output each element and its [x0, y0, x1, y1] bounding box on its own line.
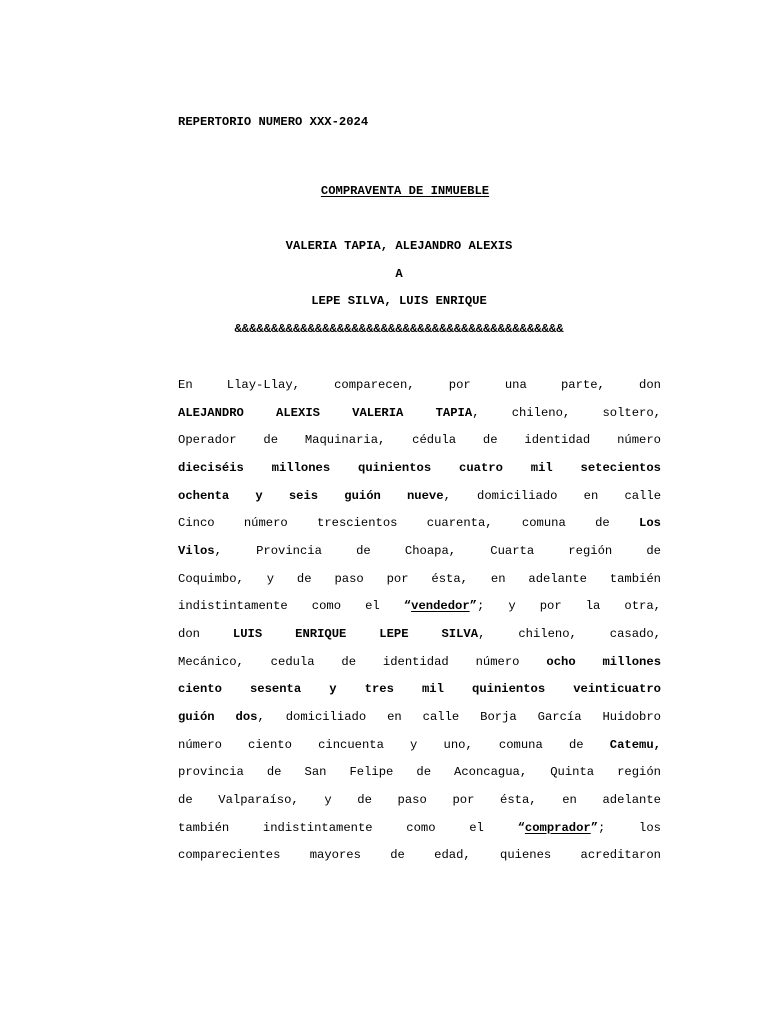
- party-connector: A: [395, 267, 403, 281]
- seller-commune: Los: [639, 516, 661, 530]
- party-1-name: VALERIA TAPIA, ALEJANDRO ALEXIS: [285, 239, 513, 253]
- buyer-commune: Catemu: [609, 738, 654, 752]
- party-2-name: LEPE SILVA, LUIS ENRIQUE: [311, 294, 487, 308]
- body-line: En Llay-Llay, comparecen, por una parte, don: [178, 378, 661, 392]
- body-line: comparecientes mayores de edad, quienes acreditaron: [178, 848, 661, 862]
- body-line: don LUIS ENRIQUE LEPE SILVA, chileno, casado,: [178, 627, 661, 641]
- buyer-id-number-cont: ciento sesenta y tres mil quinientos veinticuatro: [178, 682, 661, 696]
- body-line: [178, 681, 661, 697]
- body-line: de Valparaíso, y de paso por ésta, en adelante: [178, 793, 661, 807]
- document-title-text: COMPRAVENTA DE INMUEBLE: [320, 184, 490, 198]
- body-line: ochenta y seis guión nueve, domiciliado en calle: [178, 489, 662, 503]
- body-line: Cinco número trescientos cuarenta, comuna de Los: [178, 516, 661, 530]
- body-line: provincia de San Felipe de Aconcagua, Quinta región: [178, 765, 661, 779]
- body-line: ALEJANDRO ALEXIS VALERIA TAPIA, chileno, soltero,: [178, 406, 661, 420]
- body-line: Coquimbo, y de paso por ésta, en adelante también: [178, 572, 661, 586]
- buyer-id-number-end: guión dos: [178, 710, 258, 724]
- seller-id-number-end: ochenta y seis guión nueve: [178, 489, 444, 503]
- body-line: también indistintamente como el “comprador”; los: [178, 821, 661, 835]
- term-comprador: comprador: [524, 821, 591, 835]
- body-line: número ciento cincuenta y uno, comuna de Catemu,: [178, 738, 661, 752]
- document-title: [0, 183, 768, 199]
- body-line: guión dos, domiciliado en calle Borja García Huidobro: [178, 710, 661, 724]
- buyer-name: LUIS ENRIQUE LEPE SILVA: [232, 627, 479, 641]
- body-line: Vilos, Provincia de Choapa, Cuarta región de: [178, 544, 661, 558]
- body-line: [178, 460, 661, 476]
- separator-line: &&&&&&&&&&&&&&&&&&&&&&&&&&&&&&&&&&&&&&&&&&&&&: [234, 322, 564, 336]
- term-vendedor: vendedor: [411, 599, 470, 613]
- repertorio-number: REPERTORIO NUMERO XXX-2024: [178, 115, 369, 129]
- seller-id-number: dieciséis millones quinientos cuatro mil setecientos: [178, 461, 661, 475]
- seller-name: ALEJANDRO ALEXIS VALERIA TAPIA: [178, 406, 473, 420]
- body-line: indistintamente como el “vendedor”; y por la otra,: [178, 599, 661, 613]
- buyer-id-number: ocho millones: [546, 655, 662, 669]
- seller-commune-end: Vilos: [178, 544, 215, 558]
- body-line: Operador de Maquinaria, cédula de identidad número: [178, 433, 661, 447]
- body-line: Mecánico, cedula de identidad número ocho millones: [178, 655, 662, 669]
